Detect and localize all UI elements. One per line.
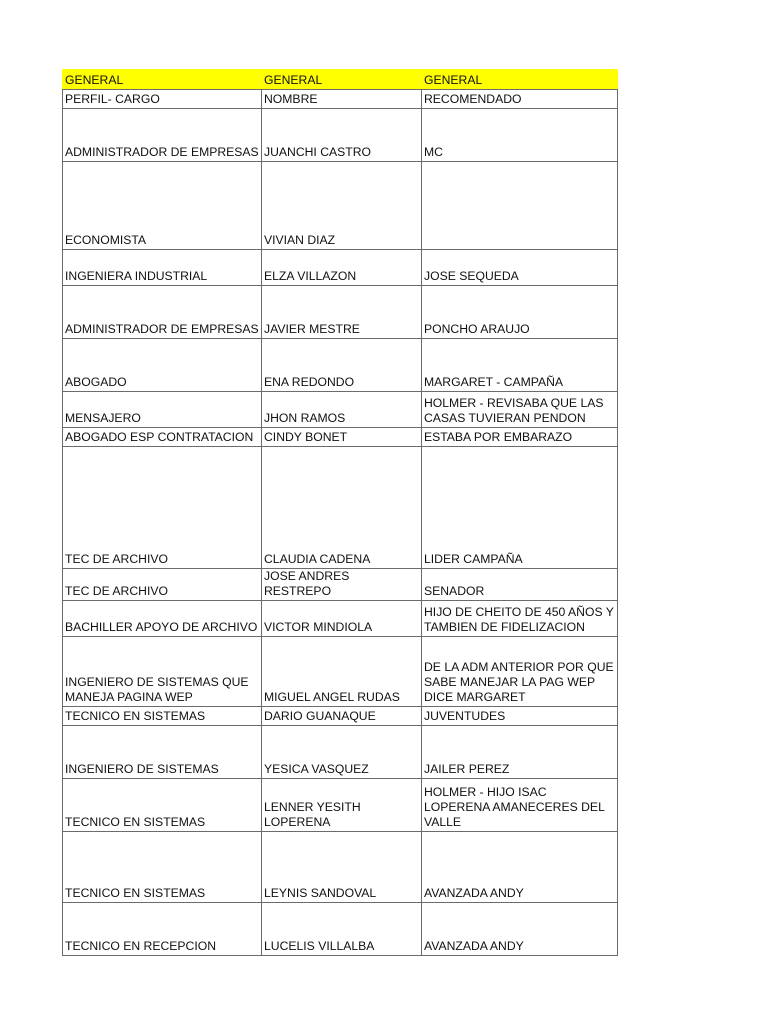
- table-row: [63, 250, 618, 286]
- table-row: [63, 779, 618, 832]
- table-cell[interactable]: INGENIERO DE SISTEMAS: [63, 726, 262, 779]
- table-cell[interactable]: MARGARET - CAMPAÑA: [422, 339, 618, 392]
- table-cell[interactable]: YESICA VASQUEZ: [262, 726, 422, 779]
- table-row: [63, 286, 618, 339]
- header-cell[interactable]: GENERAL: [422, 70, 618, 90]
- table-cell[interactable]: JOSE SEQUEDA: [422, 250, 618, 286]
- table-cell[interactable]: LEYNIS SANDOVAL: [262, 832, 422, 903]
- table-cell[interactable]: TEC DE ARCHIVO: [63, 447, 262, 569]
- table-cell[interactable]: JAVIER MESTRE: [262, 286, 422, 339]
- table-row: [63, 109, 618, 162]
- table-row: [63, 903, 618, 956]
- table-cell[interactable]: HOLMER - REVISABA QUE LAS CASAS TUVIERAN PENDON: [422, 392, 618, 428]
- table-cell[interactable]: ECONOMISTA: [63, 162, 262, 250]
- table-cell[interactable]: AVANZADA ANDY: [422, 832, 618, 903]
- table-cell[interactable]: TECNICO EN RECEPCION: [63, 903, 262, 956]
- table-cell[interactable]: PERFIL- CARGO: [63, 90, 262, 109]
- table-row: [63, 339, 618, 392]
- table-cell[interactable]: MIGUEL ANGEL RUDAS: [262, 637, 422, 707]
- table-cell[interactable]: LIDER CAMPAÑA: [422, 447, 618, 569]
- table-cell[interactable]: LUCELIS VILLALBA: [262, 903, 422, 956]
- table-row: [63, 392, 618, 428]
- table-cell[interactable]: VIVIAN DIAZ: [262, 162, 422, 250]
- header-row: [63, 70, 618, 90]
- table-row: [63, 162, 618, 250]
- table-row: [63, 569, 618, 601]
- table-row: [63, 637, 618, 707]
- table-cell[interactable]: [422, 162, 618, 250]
- table-cell[interactable]: DARIO GUANAQUE: [262, 707, 422, 726]
- table-cell[interactable]: HIJO DE CHEITO DE 450 AÑOS Y TAMBIEN DE FIDELIZACION: [422, 601, 618, 637]
- table-cell[interactable]: JAILER PEREZ: [422, 726, 618, 779]
- table-cell[interactable]: PONCHO ARAUJO: [422, 286, 618, 339]
- table-cell[interactable]: VICTOR MINDIOLA: [262, 601, 422, 637]
- table-cell[interactable]: DE LA ADM ANTERIOR POR QUE SABE MANEJAR LA PAG WEP DICE MARGARET: [422, 637, 618, 707]
- table-cell[interactable]: ADMINISTRADOR DE EMPRESAS: [63, 109, 262, 162]
- table-row: [63, 601, 618, 637]
- table-cell[interactable]: HOLMER - HIJO ISAC LOPERENA AMANECERES DEL VALLE: [422, 779, 618, 832]
- table-cell[interactable]: JOSE ANDRES RESTREPO: [262, 569, 422, 601]
- table-cell[interactable]: INGENIERO DE SISTEMAS QUE MANEJA PAGINA WEP: [63, 637, 262, 707]
- table-cell[interactable]: TECNICO EN SISTEMAS: [63, 832, 262, 903]
- table-cell[interactable]: ABOGADO ESP CONTRATACION: [63, 428, 262, 447]
- table-cell[interactable]: RECOMENDADO: [422, 90, 618, 109]
- table-row: [63, 726, 618, 779]
- table-cell[interactable]: LENNER YESITH LOPERENA: [262, 779, 422, 832]
- table-cell[interactable]: JUANCHI CASTRO: [262, 109, 422, 162]
- table-cell[interactable]: TECNICO EN SISTEMAS: [63, 707, 262, 726]
- table-row: [63, 832, 618, 903]
- table-cell[interactable]: NOMBRE: [262, 90, 422, 109]
- table-cell[interactable]: JHON RAMOS: [262, 392, 422, 428]
- spreadsheet-table: [62, 69, 618, 956]
- table-row: [63, 90, 618, 109]
- table-cell[interactable]: MC: [422, 109, 618, 162]
- table-cell[interactable]: ADMINISTRADOR DE EMPRESAS: [63, 286, 262, 339]
- table-cell[interactable]: CINDY BONET: [262, 428, 422, 447]
- table-row: [63, 707, 618, 726]
- table-cell[interactable]: BACHILLER APOYO DE ARCHIVO: [63, 601, 262, 637]
- table-row: [63, 428, 618, 447]
- table-cell[interactable]: TEC DE ARCHIVO: [63, 569, 262, 601]
- table-cell[interactable]: ABOGADO: [63, 339, 262, 392]
- table-cell[interactable]: ENA REDONDO: [262, 339, 422, 392]
- table-cell[interactable]: INGENIERA INDUSTRIAL: [63, 250, 262, 286]
- table-cell[interactable]: SENADOR: [422, 569, 618, 601]
- table-cell[interactable]: ESTABA POR EMBARAZO: [422, 428, 618, 447]
- table-row: [63, 447, 618, 569]
- table-cell[interactable]: CLAUDIA CADENA: [262, 447, 422, 569]
- table-cell[interactable]: JUVENTUDES: [422, 707, 618, 726]
- header-cell[interactable]: GENERAL: [262, 70, 422, 90]
- table-cell[interactable]: AVANZADA ANDY: [422, 903, 618, 956]
- table-cell[interactable]: MENSAJERO: [63, 392, 262, 428]
- table-cell[interactable]: TECNICO EN SISTEMAS: [63, 779, 262, 832]
- header-cell[interactable]: GENERAL: [63, 70, 262, 90]
- table-cell[interactable]: ELZA VILLAZON: [262, 250, 422, 286]
